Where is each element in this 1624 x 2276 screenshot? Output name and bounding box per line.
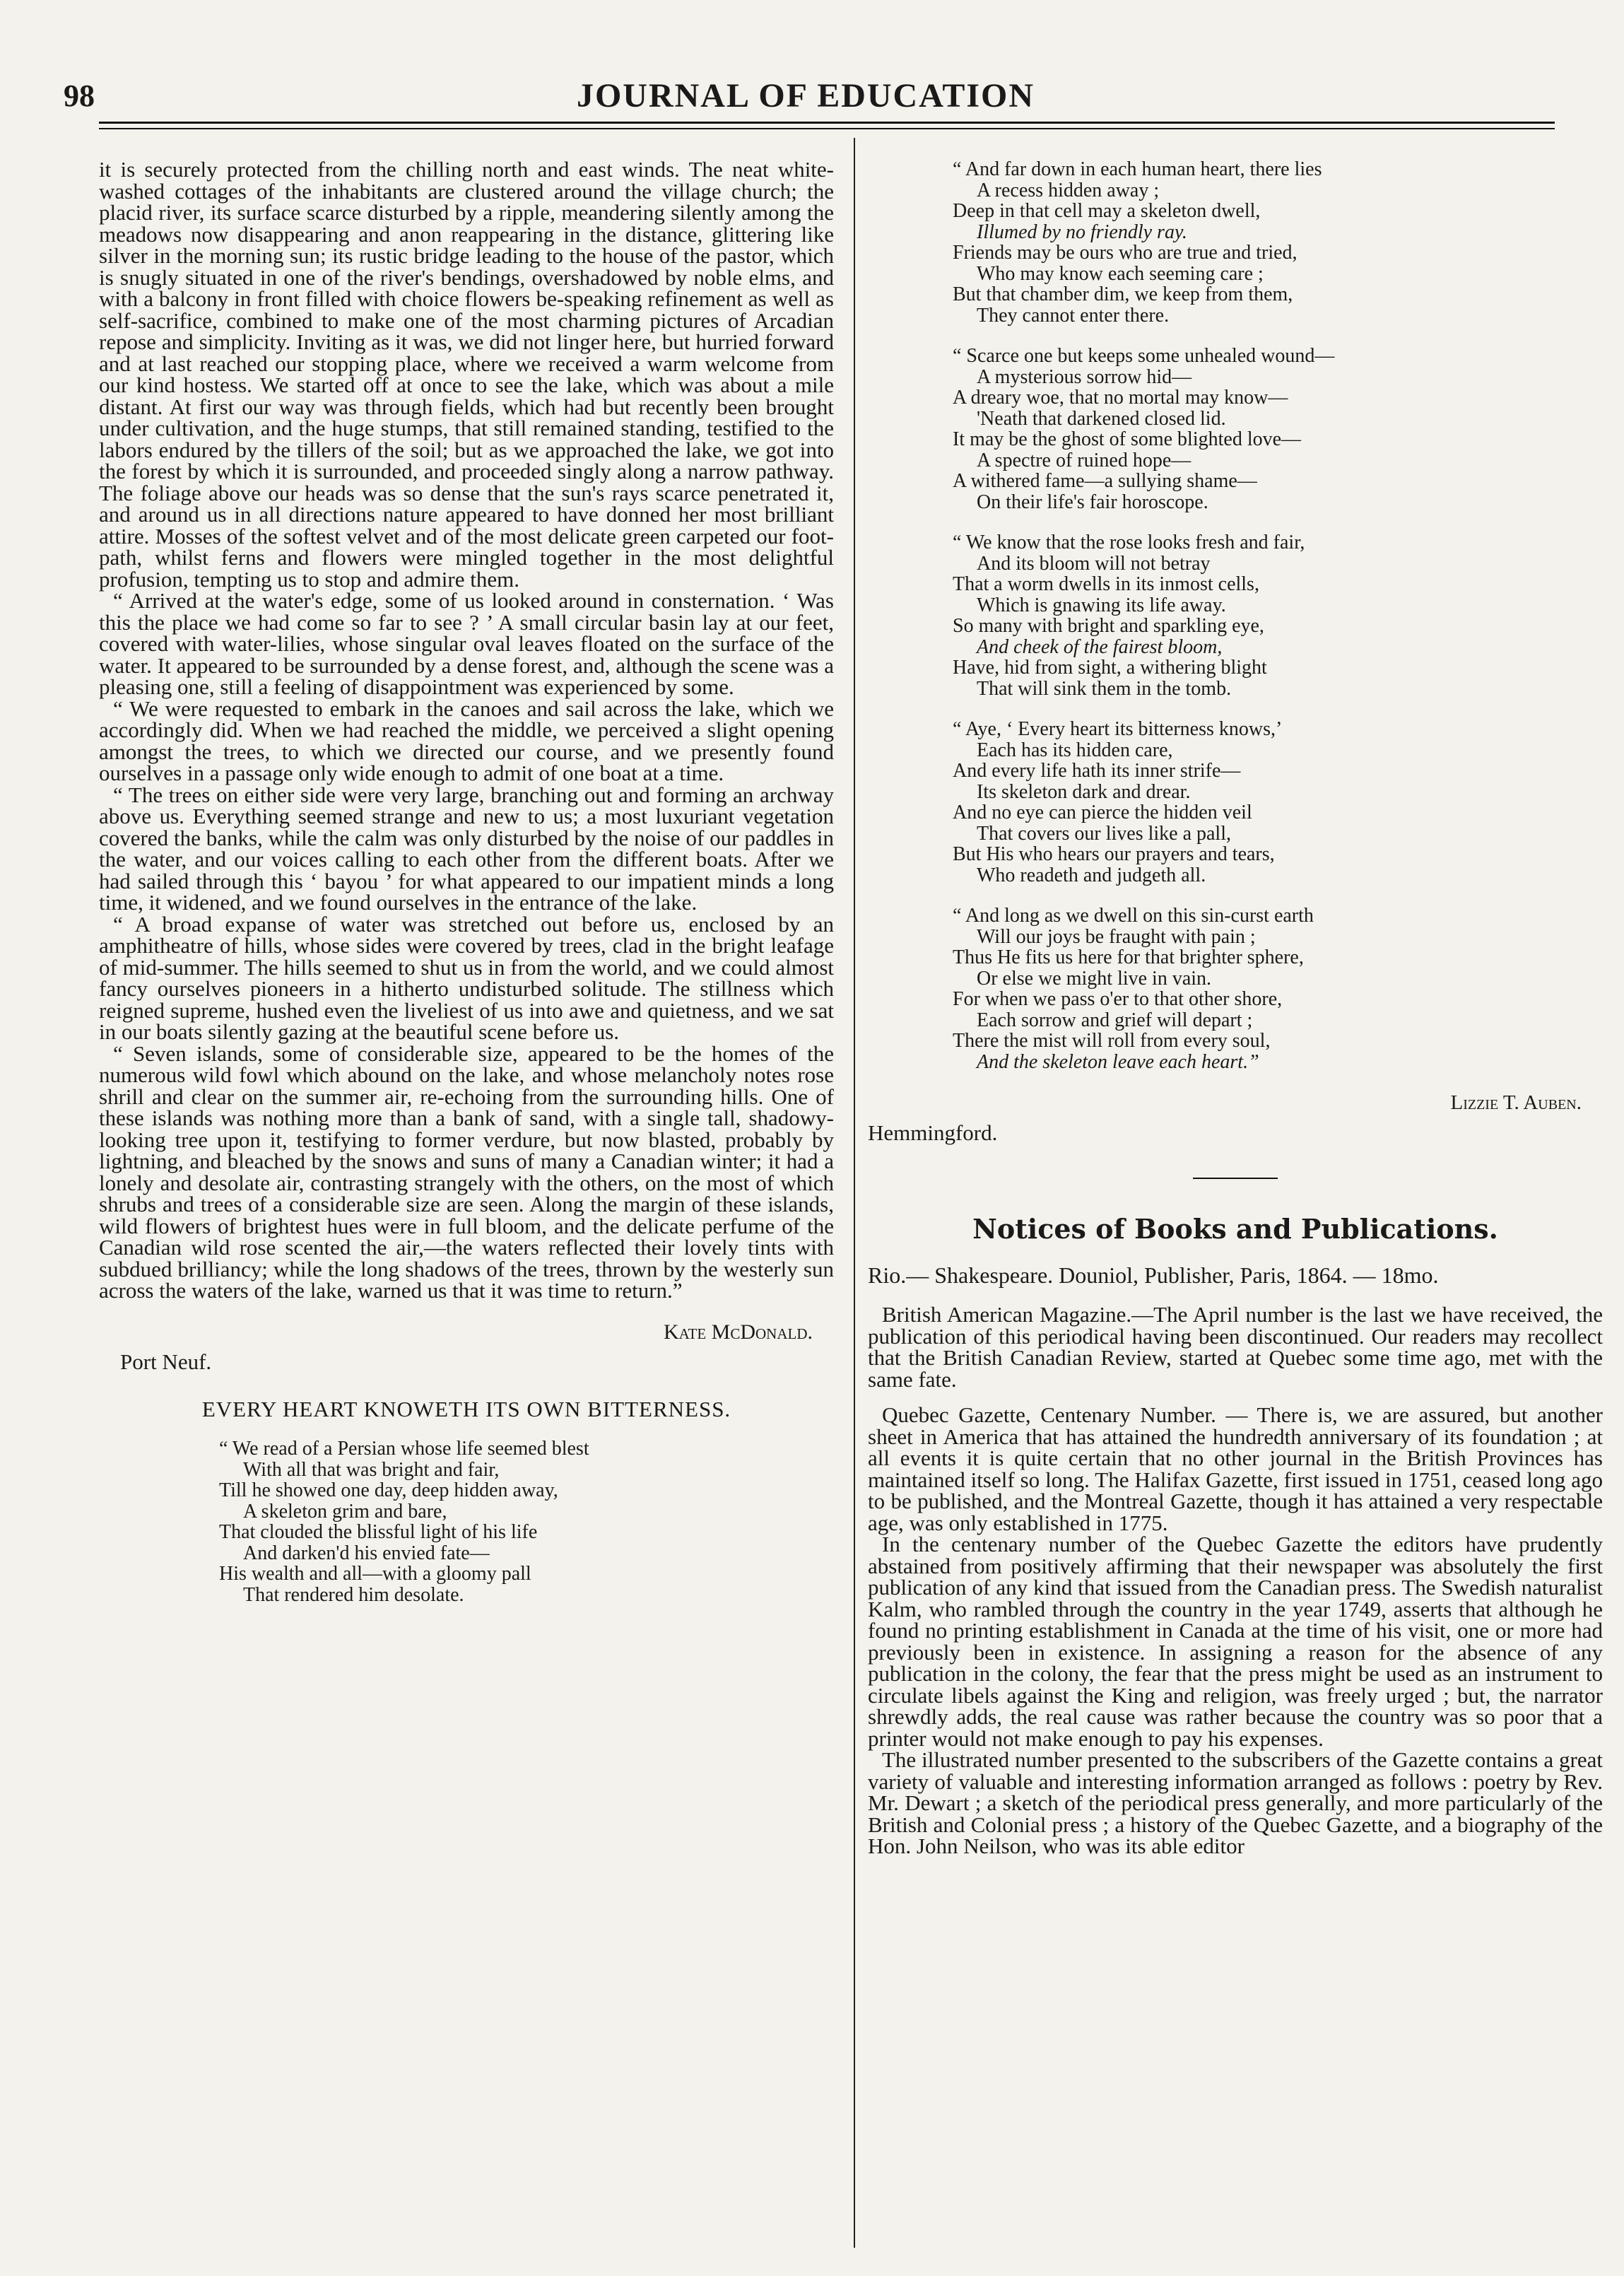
poem-line: His wealth and all—with a gloomy pall (219, 1563, 531, 1585)
poem-line: With all that was bright and fair, (243, 1458, 500, 1481)
poem-line: There the mist will roll from every soul, (953, 1030, 1271, 1052)
poem-line: “ And far down in each human heart, there lies (953, 158, 1322, 180)
notice-heading: Rio.— Shakespeare. Douniol, Publisher, Paris, 1864. — 18mo. (868, 1262, 1439, 1288)
poem-line: That a worm dwells in its inmost cells, (953, 573, 1259, 595)
poem-line: On their life's fair horoscope. (977, 491, 1208, 513)
poem-line: Its skeleton dark and drear. (977, 780, 1191, 803)
article-paragraph: “ Seven islands, some of considerable size, appeared to be the homes of the numerous wild fowl which abound on the lake, and whose melancholy notes rose shrill and clear on the summer air, re-echoing from the surrounding hills. One of these islands was nothing more than a bank of sand, with a single tall, shadowy-looking tree upon it, testifying to former verdure, but now blasted, probably by lightning, and bleached by the snows and suns of many a Canadian winter; it had a lonely and desolate air, contrasting strangely with the others, on the most of which shrubs and trees of a considerable size are seen. Along the margin of these islands, wild flowers of brightest hues were in full bloom, and the delicate perfume of the Canadian wild rose scented the air,—the waters reflected their lovely tints with subdued brilliancy; while the long shadows of the trees, thrown by the westerly sun across the waters of the lake, warned us that it was time to return.” (99, 1040, 834, 1303)
poem-stanza (953, 532, 1603, 699)
journal-title: JOURNAL OF EDUCATION (576, 77, 1035, 115)
poem-line: A recess hidden away ; (977, 179, 1160, 201)
column-divider (854, 138, 855, 2248)
poem-line: Who may know each seeming care ; (977, 262, 1264, 285)
poem-line: Have, hid from sight, a withering blight (953, 657, 1267, 679)
article-paragraph: it is securely protected from the chilling north and east winds. The neat white-washed cottages of the inhabitants are clustered around the village church; the placid river, its surface scarce disturbed by a ripple, meandering silently among the meadows now disappearing and anon reappearing in the distance, glittering like silver in the morning sun; its rustic bridge leading to the house of the pastor, which is snugly situated in one of the river's bendings, overshadowed by noble elms, and with a balcony in front filled with choice flowers be-speaking refinement as well as self-sacrifice, combined to make one of the most charming pictures of Arcadian repose and simplicity. Inviting as it was, we did not linger here, but hurried forward and at last reached our stopping place, where we received a warm welcome from our kind hostess. We started off at once to see the lake, which was about a mile distant. At first our way was through fields, which had but recently been brought under cultivation, and the huge stumps, that still remained standing, testified to the labors endured by the tillers of the soil; but as we approached the lake, we got into the forest by which it is surrounded, and proceeded singly along a narrow pathway. The foliage above our heads was so dense that the sun's rays scarce penetrated it, and around us in all directions nature appeared to have donned her most brilliant attire. Mosses of the softest velvet and of the most delicate green carpeted our foot-path, whilst ferns and flowers were mingled together in the most delightful profusion, tempting us to stop and admire them. (99, 157, 834, 592)
article-author-signature: Kate McDonald. (664, 1320, 813, 1344)
article-paragraph: “ Arrived at the water's edge, some of us looked around in consternation. ‘ Was this the place we had come so far to see ? ’ A small circular basin lay at our feet, covered with water-lilies, whose singular oval leaves floated on the surface of the water. It appeared to be surrounded by a dense forest, and, although the scene was a pleasing one, still a feeling of disappointment was experienced by some. (99, 588, 834, 699)
poem-line: “ Scarce one but keeps some unhealed wound— (953, 345, 1335, 367)
poem-line: And cheek of the fairest bloom, (977, 635, 1223, 658)
poem-line: Who readeth and judgeth all. (977, 864, 1206, 886)
notice-paragraph: Quebec Gazette, Centenary Number. — There is, we are assured, but another sheet in America that has attained the hundredth anniversary of its foundation ; at all events it is quite certain that no other journal in the British Provinces has maintained itself so long. The Halifax Gazette, first issued in 1751, ceased long ago to be published, and the Montreal Gazette, though it has attained a very respectable age, was only established in 1775. (868, 1402, 1603, 1535)
article-paragraph: “ The trees on either side were very large, branching out and forming an archway above us. Everything seemed strange and new to us; a most luxuriant vegetation covered the banks, while the calm was only disturbed by the noise of our paddles in the water, and our voices calling to each other from the different boats. After we had sailed through this ‘ bayou ’ for what appeared to our impatient minds a long time, it widened, and we found ourselves in the entrance of the lake. (99, 782, 834, 915)
poem-line: Each sorrow and grief will depart ; (977, 1009, 1253, 1031)
poem-line: It may be the ghost of some blighted love— (953, 428, 1302, 450)
poem-line: That clouded the blissful light of his life (219, 1521, 538, 1543)
notice-paragraph: In the centenary number of the Quebec Gazette the editors have prudently abstained from positively affirming that their newspaper was absolutely the first publication of any kind that issued from the Canadian press. The Swedish naturalist Kalm, who rambled through the country in the year 1749, asserts that although he found no printing establishment in Canada at the time of his visit, one or more had previously been in existence. In assigning a reason for the absence of any publication in the colony, the fear that the press might be used as an instrument to circulate libels against the King and religion, was freely urged ; but, the narrator shrewdly adds, the real cause was rather because the country was so poor that a printer would not make enough to pay his expenses. (868, 1532, 1603, 1751)
poem-line: Or else we might live in vain. (977, 967, 1212, 990)
article-paragraph: “ We were requested to embark in the canoes and sail across the lake, which we accordingly did. When we had reached the middle, we perceived a slight opening amongst the trees, to which we directed our course, and we presently found ourselves in a passage only wide enough to admit of one boat at a time. (99, 696, 834, 785)
right-column (868, 159, 1603, 1858)
poem-line: “ And long as we dwell on this sin-curst earth (953, 905, 1314, 927)
poem-stanza (953, 905, 1603, 1072)
poem-stanza (99, 1438, 834, 1605)
poem-line: A dreary woe, that no mortal may know— (953, 387, 1288, 409)
poem-line: That covers our lives like a pall, (977, 822, 1231, 845)
poem-line: A mysterious sorrow hid— (977, 365, 1192, 388)
section-title: Notices of Books and Publications. (972, 1213, 1498, 1245)
poem-line: 'Neath that darkened closed lid. (977, 407, 1226, 430)
header-rule (99, 122, 1555, 124)
poem-line: A skeleton grim and bare, (243, 1500, 447, 1523)
poem-line: Illumed by no friendly ray. (977, 221, 1187, 243)
poem-line: And every life hath its inner strife— (953, 760, 1241, 782)
poem-line: They cannot enter there. (977, 304, 1170, 327)
page-header (49, 64, 1562, 120)
notice-paragraph: The illustrated number presented to the subscribers of the Gazette contains a great variety of valuable and interesting information arranged as follows : poetry by Rev. Mr. Dewart ; a sketch of the periodical press generally, and more particularly of the British and Colonial press ; a history of the Quebec Gazette, and a biography of the Hon. John Neilson, who was its able editor (868, 1747, 1603, 1858)
left-column (99, 159, 834, 1605)
notice-paragraph: British American Magazine.—The April number is the last we have received, the publication of this periodical having been discontinued. Our readers may recollect that the British Canadian Review, started at Quebec some time ago, met with the same fate. (868, 1302, 1603, 1392)
poem-continuation (868, 159, 1603, 1072)
poem-line: A spectre of ruined hope— (977, 449, 1191, 471)
poem-place: Hemmingford. (868, 1120, 998, 1145)
poem-line: But His who hears our prayers and tears, (953, 843, 1275, 865)
section-divider (1193, 1178, 1278, 1179)
poem-line: Deep in that cell may a skeleton dwell, (953, 200, 1261, 222)
poem-stanza (953, 159, 1603, 326)
poem-stanza (953, 346, 1603, 512)
article-place: Port Neuf. (120, 1349, 212, 1374)
poem-line: That rendered him desolate. (243, 1583, 464, 1606)
poem-line: And darken'd his envied fate— (243, 1542, 490, 1564)
poem-line: Which is gnawing its life away. (977, 594, 1226, 616)
poem-line: Friends may be ours who are true and tried, (953, 242, 1298, 264)
poem-line: So many with bright and sparkling eye, (953, 615, 1264, 637)
poem-title: EVERY HEART KNOWETH ITS OWN BITTERNESS. (201, 1396, 731, 1421)
poem-line: But that chamber dim, we keep from them, (953, 283, 1293, 305)
poem-line: Thus He fits us here for that brighter sphere, (953, 946, 1304, 968)
poem-line: And its bloom will not betray (977, 552, 1211, 575)
poem-stanza (953, 719, 1603, 886)
poem-line: And no eye can pierce the hidden veil (953, 802, 1252, 823)
poem-line: And the skeleton leave each heart.” (977, 1050, 1259, 1073)
header-rule-secondary (99, 128, 1555, 129)
poem-line: Each has its hidden care, (977, 739, 1173, 761)
article-paragraph: “ A broad expanse of water was stretched out before us, enclosed by an amphitheatre of hills, whose sides were covered by trees, clad in the bright leafage of mid-summer. The hills seemed to shut us in from the world, and we could almost fancy ourselves pioneers in a hitherto undisturbed solitude. The stillness which reigned supreme, hushed even the liveliest of us into awe and quietness, and we sat in our boats silently gazing at the beautiful scene before us. (99, 911, 834, 1044)
poem-line: A withered fame—a sullying shame— (953, 470, 1257, 492)
page-number: 98 (64, 78, 95, 113)
poem-line: “ We know that the rose looks fresh and fair, (953, 532, 1305, 553)
poem-line: For when we pass o'er to that other shore, (953, 988, 1283, 1010)
poem-author-signature: Lizzie T. Auben. (1450, 1091, 1582, 1114)
poem-line: Till he showed one day, deep hidden away, (219, 1479, 558, 1501)
poem-line: Will our joys be fraught with pain ; (977, 925, 1256, 948)
poem-line: “ We read of a Persian whose life seemed blest (219, 1438, 589, 1460)
poem-line: “ Aye, ‘ Every heart its bitterness knows,’ (953, 718, 1283, 740)
poem-line: That will sink them in the tomb. (977, 677, 1232, 700)
